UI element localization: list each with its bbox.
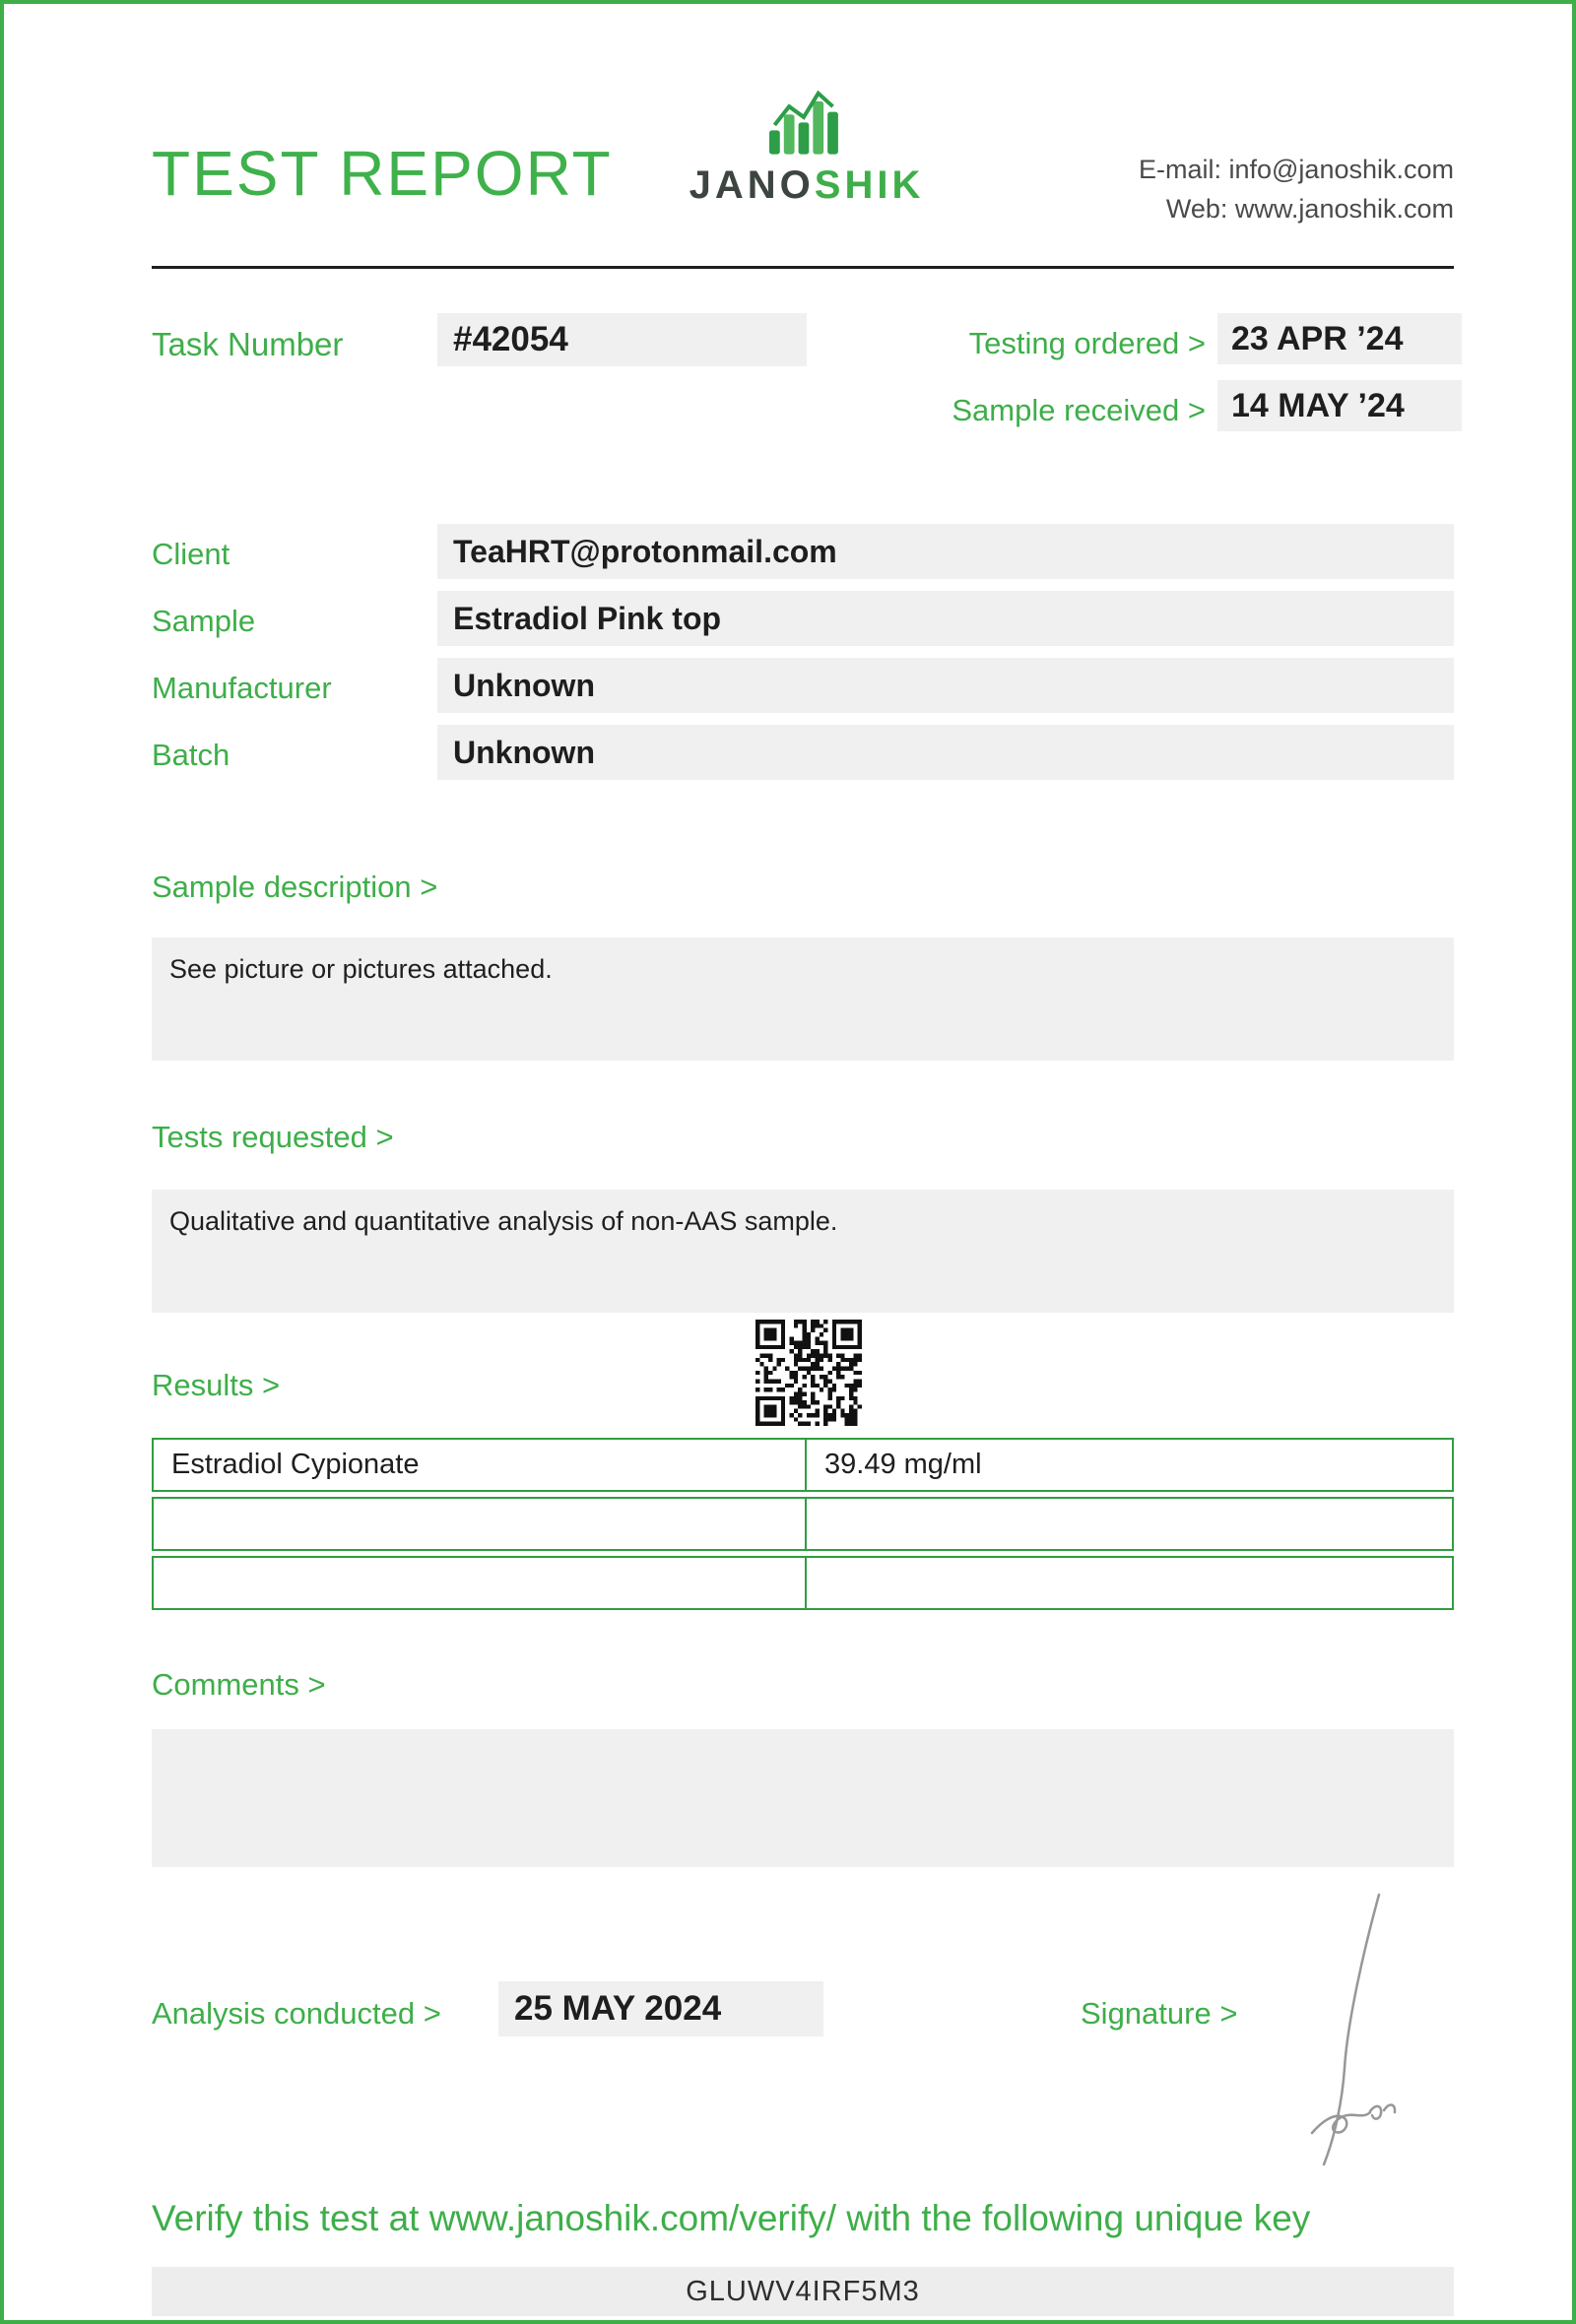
results-heading: Results >: [152, 1368, 281, 1402]
detail-label-batch: Batch: [152, 738, 230, 772]
results-table-row: [152, 1556, 1454, 1610]
comments-box: [152, 1729, 1454, 1867]
testing-ordered-date: 23 APR ’24: [1217, 313, 1462, 364]
logo-text: [690, 165, 925, 205]
detail-row-client: [152, 524, 1454, 579]
sample-received-date: 14 MAY ’24: [1217, 380, 1462, 431]
report-title: TEST REPORT: [152, 138, 613, 209]
results-table-row: [152, 1438, 1454, 1492]
chart-logo-icon: [764, 91, 849, 160]
logo-text-shik: SHIK: [814, 163, 925, 207]
detail-row-sample: [152, 591, 1454, 646]
logo-text-jano: JANO: [689, 163, 815, 207]
task-number-label: Task Number: [152, 326, 344, 362]
verify-key: GLUWV4IRF5M3: [152, 2267, 1454, 2316]
testing-ordered-label: Testing ordered >: [968, 326, 1206, 360]
tests-requested-heading: Tests requested >: [152, 1120, 394, 1154]
task-number-value: #42054: [437, 313, 807, 366]
result-substance: Estradiol Cypionate: [154, 1440, 807, 1490]
analysis-conducted-label: Analysis conducted >: [152, 1996, 441, 2031]
email-value: info@janoshik.com: [1228, 155, 1454, 184]
analysis-date: 25 MAY 2024: [498, 1981, 823, 2036]
contact-info: [1139, 150, 1454, 228]
detail-value-sample: Estradiol Pink top: [437, 591, 1454, 646]
header-divider: [152, 266, 1454, 269]
detail-value-manufacturer: Unknown: [437, 658, 1454, 713]
detail-label-manufacturer: Manufacturer: [152, 671, 332, 705]
result-substance: [154, 1558, 807, 1608]
qr-code: [755, 1320, 862, 1426]
signature-image: [1284, 1887, 1432, 2182]
web-line: [1139, 189, 1454, 228]
tests-requested-box: Qualitative and quantitative analysis of non-AAS sample.: [152, 1190, 1454, 1313]
results-table-row: [152, 1497, 1454, 1551]
signature-label: Signature >: [1081, 1996, 1238, 2031]
detail-label-client: Client: [152, 537, 230, 571]
sample-description-box: See picture or pictures attached.: [152, 937, 1454, 1061]
detail-row-batch: [152, 725, 1454, 780]
result-amount: [807, 1558, 1452, 1608]
web-value: www.janoshik.com: [1234, 194, 1454, 224]
result-amount: [807, 1499, 1452, 1549]
detail-row-manufacturer: [152, 658, 1454, 713]
detail-label-sample: Sample: [152, 604, 256, 638]
web-label: Web:: [1165, 194, 1228, 224]
detail-value-batch: Unknown: [437, 725, 1454, 780]
detail-value-client: TeaHRT@protonmail.com: [437, 524, 1454, 579]
sample-description-heading: Sample description >: [152, 870, 438, 904]
email-label: E-mail:: [1138, 155, 1221, 184]
email-line: [1139, 150, 1454, 189]
result-amount: 39.49 mg/ml: [824, 1449, 982, 1480]
verify-text: Verify this test at www.janoshik.com/verify/ with the following unique key: [152, 2198, 1311, 2238]
results-table: [152, 1438, 1454, 1615]
sample-received-label: Sample received >: [952, 393, 1206, 427]
janoshik-logo: [690, 91, 925, 205]
result-substance: [154, 1499, 807, 1549]
comments-heading: Comments >: [152, 1667, 326, 1702]
